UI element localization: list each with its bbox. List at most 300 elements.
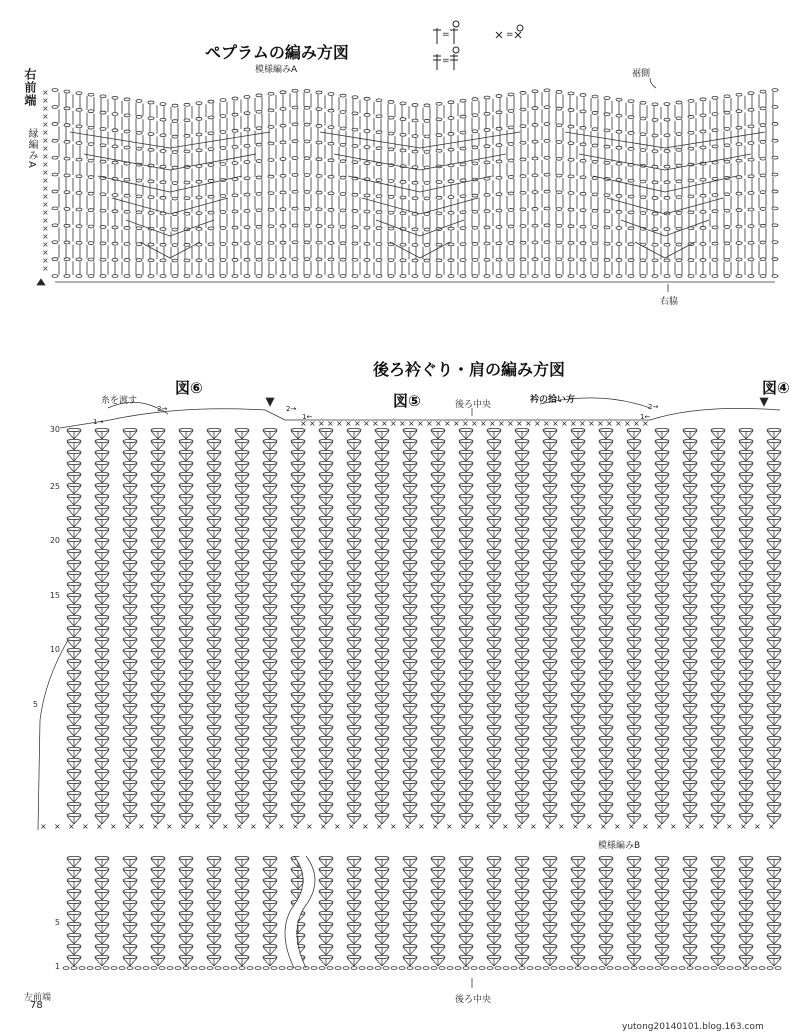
fan-stroke (151, 530, 158, 538)
fan-stroke (291, 519, 298, 527)
fan-stroke (102, 508, 109, 516)
fan-stroke (767, 695, 774, 703)
fan-stroke (494, 431, 501, 439)
fan-stroke (459, 651, 466, 659)
row-number: 20 (49, 536, 60, 545)
fan-stroke (130, 695, 137, 703)
fan-stroke (123, 497, 130, 505)
fan-stroke (578, 684, 585, 692)
fan-stroke (326, 475, 333, 483)
fan-stroke (606, 684, 613, 692)
fan-stroke (326, 629, 333, 637)
fan-stroke (774, 497, 781, 505)
fan-stroke (214, 552, 221, 560)
fan-stroke (431, 684, 438, 692)
fan-stroke (494, 651, 501, 659)
fan-stroke (270, 508, 277, 516)
fan-stroke (487, 651, 494, 659)
fan-stroke (382, 464, 389, 472)
fan-stroke (606, 530, 613, 538)
fan-stroke (382, 453, 389, 461)
fan-stroke (67, 530, 74, 538)
fan-stroke (326, 695, 333, 703)
fan-stroke (123, 563, 130, 571)
fan-stroke (179, 585, 186, 593)
fan-stroke (739, 607, 746, 615)
fan-stroke (494, 607, 501, 615)
fan-stroke (95, 508, 102, 516)
fan-stroke (571, 651, 578, 659)
fan-stroke (774, 607, 781, 615)
fan-stroke (326, 585, 333, 593)
fan-stroke (410, 739, 417, 747)
fan-stroke (270, 585, 277, 593)
fan-stroke (655, 662, 662, 670)
fan-stroke (431, 574, 438, 582)
fan-stroke (774, 486, 781, 494)
fan-stroke (683, 640, 690, 648)
fan-stroke (298, 519, 305, 527)
fan-stroke (326, 706, 333, 714)
fan-stroke (410, 728, 417, 736)
fan-stroke (319, 673, 326, 681)
fan-stroke (683, 662, 690, 670)
fan-stroke (382, 706, 389, 714)
fan-stroke (522, 739, 529, 747)
fan-stroke (746, 541, 753, 549)
fan-stroke (291, 651, 298, 659)
fan-stroke (655, 695, 662, 703)
fan-stroke (158, 673, 165, 681)
fan-stroke (403, 552, 410, 560)
fan-stroke (207, 695, 214, 703)
fan-stroke (151, 662, 158, 670)
fan-stroke (291, 541, 298, 549)
fan-stroke (578, 530, 585, 538)
fan-stroke (235, 596, 242, 604)
fan-stroke (550, 651, 557, 659)
fan-stroke (298, 651, 305, 659)
fan-stroke (718, 519, 725, 527)
fan-stroke (207, 541, 214, 549)
fan-stroke (774, 585, 781, 593)
fan-stroke (627, 618, 634, 626)
fan-stroke (711, 530, 718, 538)
fan-stroke (578, 629, 585, 637)
fan-stroke (767, 629, 774, 637)
fan-stroke (235, 552, 242, 560)
fan-stroke (270, 728, 277, 736)
fan-stroke (767, 475, 774, 483)
fan-stroke (130, 585, 137, 593)
fan-stroke (410, 541, 417, 549)
fan-stroke (179, 629, 186, 637)
fan-stroke (627, 629, 634, 637)
fan-stroke (606, 442, 613, 450)
fan-stroke (74, 651, 81, 659)
fan-stroke (375, 706, 382, 714)
hem-side-label: 裾側 (632, 69, 651, 79)
fan-stroke (123, 717, 130, 725)
fan-stroke (662, 519, 669, 527)
fan-stroke (718, 695, 725, 703)
fan-stroke (599, 431, 606, 439)
fan-stroke (354, 651, 361, 659)
fan-stroke (130, 453, 137, 461)
fan-stroke (74, 607, 81, 615)
fan-stroke (354, 431, 361, 439)
fan-stroke (151, 464, 158, 472)
fan-stroke (158, 464, 165, 472)
fan-stroke (494, 585, 501, 593)
fan-stroke (550, 519, 557, 527)
fan-stroke (599, 497, 606, 505)
fan-stroke (326, 574, 333, 582)
fan-stroke (158, 629, 165, 637)
fan-stroke (242, 519, 249, 527)
fan-stroke (494, 706, 501, 714)
fan-stroke (151, 717, 158, 725)
fan-stroke (494, 629, 501, 637)
fan-stroke (718, 574, 725, 582)
fan-stroke (130, 750, 137, 758)
back-center-bottom-label: 後ろ中央 (455, 995, 492, 1005)
fan-stroke (74, 750, 81, 758)
fan-stroke (298, 706, 305, 714)
fan-stroke (375, 607, 382, 615)
fan-stroke (291, 475, 298, 483)
fan-stroke (571, 486, 578, 494)
fan-stroke (347, 728, 354, 736)
fan-stroke (655, 596, 662, 604)
fan-stroke (543, 684, 550, 692)
fan-stroke (718, 541, 725, 549)
fan-stroke (487, 508, 494, 516)
fan-stroke (74, 563, 81, 571)
fan-stroke (179, 475, 186, 483)
fan-stroke (599, 728, 606, 736)
fan-stroke (466, 574, 473, 582)
fan-stroke (739, 618, 746, 626)
fan-stroke (515, 453, 522, 461)
fan-stroke (627, 651, 634, 659)
fan-stroke (711, 662, 718, 670)
sc-mark: × (42, 168, 49, 177)
fan-stroke (690, 706, 697, 714)
fan-stroke (774, 706, 781, 714)
fan-stroke (774, 651, 781, 659)
fan-stroke (767, 607, 774, 615)
fan-stroke (711, 684, 718, 692)
fan-stroke (683, 464, 690, 472)
fan-stroke (711, 739, 718, 747)
fan-stroke (515, 464, 522, 472)
fan-stroke (270, 618, 277, 626)
fan-stroke (410, 497, 417, 505)
sc-mark: × (42, 248, 49, 257)
fan-stroke (655, 497, 662, 505)
fan-stroke (718, 464, 725, 472)
fan-stroke (214, 596, 221, 604)
fan-stroke (298, 530, 305, 538)
fan-stroke (291, 497, 298, 505)
fan-stroke (543, 596, 550, 604)
fan-stroke (326, 563, 333, 571)
fan-stroke (298, 684, 305, 692)
fan-stroke (515, 530, 522, 538)
fan-stroke (774, 442, 781, 450)
fan-stroke (130, 508, 137, 516)
fan-stroke (767, 640, 774, 648)
fan-stroke (179, 607, 186, 615)
fan-stroke (382, 552, 389, 560)
fan-stroke (291, 728, 298, 736)
fan-stroke (543, 728, 550, 736)
fan-stroke (515, 574, 522, 582)
fan-stroke (739, 519, 746, 527)
fan-stroke (123, 541, 130, 549)
fan-stroke (487, 530, 494, 538)
fan-stroke (95, 497, 102, 505)
fan-stroke (543, 475, 550, 483)
fan-stroke (683, 552, 690, 560)
fan-stroke (179, 486, 186, 494)
fan-stroke (354, 497, 361, 505)
fan-stroke (515, 607, 522, 615)
fan-stroke (263, 530, 270, 538)
fan-stroke (767, 541, 774, 549)
fan-stroke (690, 563, 697, 571)
fan-stroke (410, 651, 417, 659)
fan-stroke (186, 475, 193, 483)
fan-stroke (718, 453, 725, 461)
sc-mark: × (42, 176, 49, 185)
fan-stroke (158, 508, 165, 516)
fan-stroke (186, 717, 193, 725)
fan-stroke (739, 596, 746, 604)
fan-stroke (186, 618, 193, 626)
fan-stroke (410, 640, 417, 648)
fan-stroke (298, 607, 305, 615)
fan-stroke (319, 640, 326, 648)
fan-stroke (774, 629, 781, 637)
fan-stroke (543, 607, 550, 615)
fan-stroke (711, 508, 718, 516)
fan-stroke (102, 607, 109, 615)
fan-stroke (655, 464, 662, 472)
fan-stroke (599, 563, 606, 571)
fan-stroke (382, 662, 389, 670)
fan-stroke (746, 442, 753, 450)
fan-stroke (298, 475, 305, 483)
fan-stroke (263, 739, 270, 747)
fan-stroke (235, 442, 242, 450)
sc-mark: × (42, 88, 49, 97)
fan-stroke (263, 574, 270, 582)
fan-stroke (242, 464, 249, 472)
fan-stroke (263, 651, 270, 659)
fan-stroke (627, 640, 634, 648)
fan-stroke (123, 519, 130, 527)
fan-stroke (662, 453, 669, 461)
fan-stroke (739, 530, 746, 538)
fan-stroke (578, 519, 585, 527)
fan-stroke (179, 673, 186, 681)
fan-stroke (550, 486, 557, 494)
fan-stroke (382, 563, 389, 571)
figure-5-label: 図⑤ (393, 392, 421, 410)
fan-stroke (655, 475, 662, 483)
fan-stroke (599, 442, 606, 450)
fan-stroke (410, 662, 417, 670)
fan-stroke (186, 585, 193, 593)
fan-stroke (543, 486, 550, 494)
fan-stroke (186, 552, 193, 560)
fan-stroke (599, 629, 606, 637)
fan-stroke (130, 552, 137, 560)
fan-stroke (711, 717, 718, 725)
fan-stroke (438, 453, 445, 461)
fan-stroke (746, 717, 753, 725)
fan-stroke (410, 607, 417, 615)
fan-stroke (207, 585, 214, 593)
fan-stroke (74, 574, 81, 582)
fan-stroke (739, 431, 746, 439)
fan-stroke (543, 563, 550, 571)
sc-mark: × (42, 232, 49, 241)
fan-stroke (74, 530, 81, 538)
fan-stroke (571, 431, 578, 439)
fan-stroke (326, 640, 333, 648)
fan-stroke (403, 574, 410, 582)
fan-stroke (690, 684, 697, 692)
fan-stroke (711, 552, 718, 560)
fan-stroke (291, 684, 298, 692)
fan-stroke (67, 618, 74, 626)
fan-stroke (627, 563, 634, 571)
fan-stroke (403, 519, 410, 527)
fan-stroke (522, 684, 529, 692)
fan-stroke (270, 717, 277, 725)
fan-stroke (683, 607, 690, 615)
fan-stroke (102, 717, 109, 725)
fan-stroke (683, 629, 690, 637)
fan-stroke (739, 585, 746, 593)
fan-stroke (634, 607, 641, 615)
fan-stroke (655, 640, 662, 648)
fan-stroke (438, 508, 445, 516)
fan-stroke (459, 519, 466, 527)
fan-stroke (298, 486, 305, 494)
fan-stroke (410, 618, 417, 626)
fan-stroke (718, 728, 725, 736)
fan-stroke (235, 684, 242, 692)
fan-stroke (515, 519, 522, 527)
fan-stroke (403, 464, 410, 472)
fan-stroke (347, 541, 354, 549)
fan-stroke (683, 453, 690, 461)
fan-stroke (459, 695, 466, 703)
fan-stroke (438, 651, 445, 659)
fan-stroke (438, 541, 445, 549)
back-center-top-label: 後ろ中央 (455, 400, 492, 410)
fan-stroke (550, 695, 557, 703)
fan-stroke (606, 552, 613, 560)
fan-stroke (319, 607, 326, 615)
fan-stroke (739, 662, 746, 670)
fan-stroke (767, 739, 774, 747)
fan-stroke (207, 530, 214, 538)
fan-stroke (179, 717, 186, 725)
fan-stroke (375, 585, 382, 593)
fan-stroke (634, 431, 641, 439)
fan-stroke (130, 662, 137, 670)
sc-mark: × (42, 224, 49, 233)
fan-stroke (571, 596, 578, 604)
fan-stroke (123, 596, 130, 604)
fan-stroke (95, 596, 102, 604)
fan-stroke (354, 475, 361, 483)
fan-stroke (270, 431, 277, 439)
fan-stroke (550, 706, 557, 714)
fan-stroke (270, 750, 277, 758)
fan-stroke (774, 739, 781, 747)
sc-mark: × (42, 184, 49, 193)
fan-stroke (522, 585, 529, 593)
fan-stroke (606, 695, 613, 703)
fan-stroke (655, 541, 662, 549)
fan-stroke (270, 530, 277, 538)
fan-stroke (466, 662, 473, 670)
fan-stroke (410, 530, 417, 538)
fan-stroke (522, 486, 529, 494)
fan-stroke (354, 607, 361, 615)
fan-stroke (459, 530, 466, 538)
fan-stroke (634, 563, 641, 571)
fan-stroke (746, 739, 753, 747)
fan-stroke (711, 607, 718, 615)
fan-stroke (767, 486, 774, 494)
fan-stroke (739, 541, 746, 549)
fan-stroke (186, 519, 193, 527)
fan-stroke (382, 717, 389, 725)
fan-stroke (459, 640, 466, 648)
fan-stroke (291, 640, 298, 648)
fan-stroke (179, 662, 186, 670)
fan-stroke (459, 739, 466, 747)
sc-mark: × (42, 128, 49, 137)
fan-stroke (151, 574, 158, 582)
fan-stroke (466, 497, 473, 505)
sc-mark: × (42, 112, 49, 121)
fan-stroke (459, 464, 466, 472)
fan-stroke (375, 662, 382, 670)
fan-stroke (522, 695, 529, 703)
fan-stroke (627, 717, 634, 725)
fan-stroke (242, 486, 249, 494)
fan-stroke (410, 585, 417, 593)
fan-stroke (347, 563, 354, 571)
fan-stroke (494, 618, 501, 626)
fan-stroke (578, 475, 585, 483)
fan-stroke (123, 607, 130, 615)
fan-stroke (746, 508, 753, 516)
fan-stroke (67, 706, 74, 714)
fan-stroke (718, 508, 725, 516)
fan-stroke (319, 739, 326, 747)
fan-stroke (403, 695, 410, 703)
fan-stroke (431, 486, 438, 494)
